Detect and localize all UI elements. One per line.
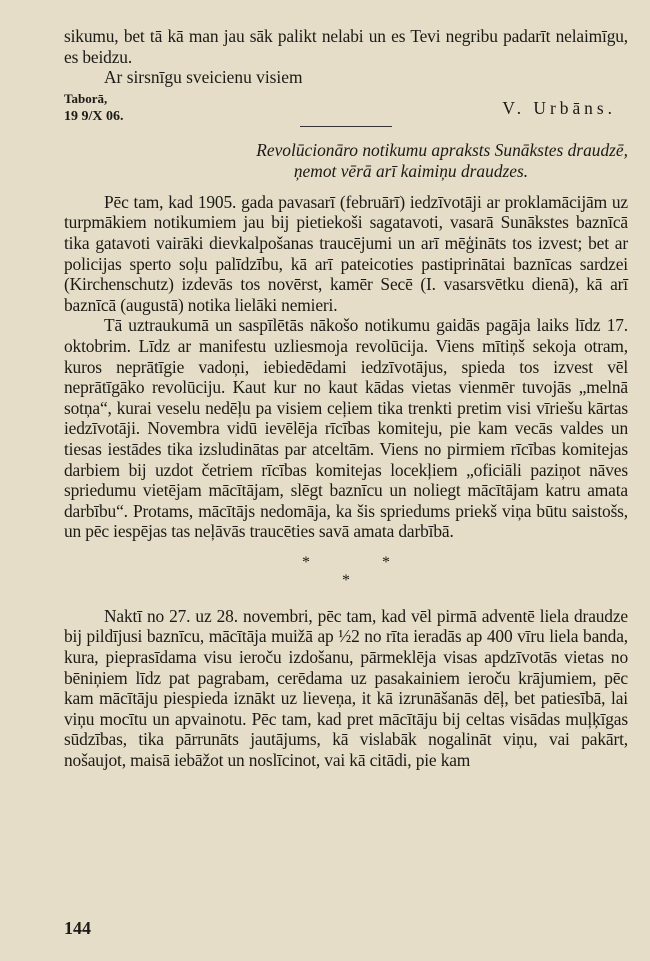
section-heading-line1: Revolūcionāro notikumu apraksts Sunākstes draudzē, xyxy=(256,139,628,160)
body-paragraph: Naktī no 27. uz 28. novembri, pēc tam, kad vēl pirmā adventē liela draudze bij pildījusi baznīcu, mācītāja muižā ap ½2 no rīta ieradās ap 400 vīru liela banda, kura, pieprasīdama visu ieroču izdošanu, pārmeklēja visas apdzīvotās vietas no bēniņiem līdz pat pagrabam, cerēdama uz pasakainiem ieroču krājumiem, pēc kam mācītāju piespieda iznākt uz lieveņa, it kā izrunāšanās dēļ, bet patiesībā, lai viņu mocītu un apvainotu. Pēc tam, kad pret mācītāju bij celtas visādas muļķīgas sūdzības, tika pārrunāts jautājums, kā vislabāk nogalināt viņu, vai pakārt, nošaujot, maisā iebāžot un noslīcinot, vai kā citādi, pie kam xyxy=(64,605,628,771)
section-heading xyxy=(64,140,628,182)
asterisk: * xyxy=(342,571,350,589)
page-number: 144 xyxy=(64,918,91,938)
text-column xyxy=(64,26,628,771)
letter-signature: V. Urbāns. xyxy=(502,97,616,118)
signature-rule xyxy=(300,126,392,127)
place-date xyxy=(64,90,124,126)
asterism-separator xyxy=(64,554,628,600)
asterisk: * xyxy=(302,553,310,571)
letter-date: 19 9/X 06. xyxy=(64,108,124,124)
letter-closing-paragraph: sikumu, bet tā kā man jau sāk palikt nelabi un es Tevi negribu padarīt nelaimīgu, es beidzu. xyxy=(64,26,628,67)
letter-place: Taborā, xyxy=(64,90,108,106)
body-paragraph: Tā uztraukumā un saspīlētās nākošo notikumu gaidās pagāja laiks līdz 17. oktobrim. Līdz ar manifestu uzliesmoja revolūcija. Viens mītiņš sekoja otram, kuros neprātīgie vadoņi, iebiedēdami iedzīvotājus, spieda tos izvest vēl neprātīgāko revolūciju. Kaut kur no kaut kādas vietas vienmēr tuvojās „melnā sotņa“, kurai veselu nedēļu pa visiem ceļiem tika trenkti pretim visi vīriešu kārtas iedzīvotāji. Novembra vidū ievēlēja rīcības komiteju, pie kam vecās valdes un tiesas iestādes tika izsludinātas par atceltām. Viens no pirmiem rīcības komitejas darbiem bij uzdot četriem rīcības komitejas locekļiem „oficiāli paziņot nāves spriedumu vietējam mācītājam, slēgt baznīcu un noliegt mācītājam katru amata darbību“. Protams, mācītājs nedomāja, ka šis spriedums priekš viņa būtu saistošs, un pēc iespējas tas neļāvās traucēties savā amata darbībā. xyxy=(64,315,628,542)
section-heading-line2: ņemot vērā arī kaimiņu draudzes. xyxy=(293,160,529,181)
letter-greeting: Ar sirsnīgu sveicienu visiem xyxy=(104,67,303,88)
asterisk: * xyxy=(382,553,390,571)
letter-signature-block xyxy=(64,90,628,138)
body-paragraph: Pēc tam, kad 1905. gada pavasarī (februārī) iedzīvotāji ar proklamācijām uz turpmākiem notikumiem jau bij pietiekoši sagatavoti, vasarā Sunākstes baznīcā tika gatavoti vairāki dievkalpošanas traucējumi un arī mēģināts tos izvest; bet ar policijas sperto soļu palīdzību, kā arī pateicoties pastiprinātai baznīcas sardzei (Kirchenschutz) izdevās tos novērst, kamēr Secē (I. vasarsvētku dienā), kā arī baznīcā (augustā) notika lielāki nemieri. xyxy=(64,191,628,315)
